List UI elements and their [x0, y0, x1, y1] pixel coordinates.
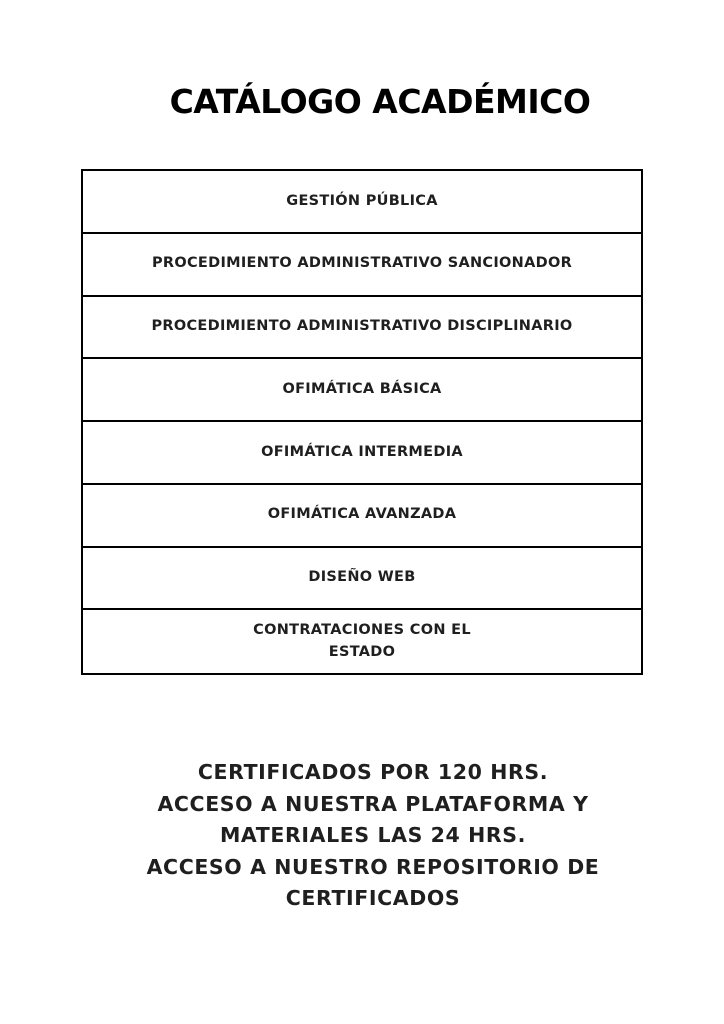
benefit-line: CERTIFICADOS	[285, 886, 461, 910]
course-row-ofimatica-basica	[83, 359, 641, 422]
benefit-line: ACCESO A NUESTRA PLATAFORMA Y	[157, 791, 589, 816]
course-row-ofimatica-avanzada	[83, 485, 641, 548]
course-row-gestion-publica	[83, 171, 641, 234]
course-label: OFIMÁTICA AVANZADA	[267, 506, 457, 523]
course-row-procedimiento-sancionador	[83, 234, 641, 297]
benefit-line: CERTIFICADOS POR 120 HRS.	[197, 760, 549, 784]
course-label: OFIMÁTICA BÁSICA	[282, 380, 442, 397]
course-catalog-table	[81, 169, 643, 675]
course-label: DISEÑO WEB	[308, 569, 416, 585]
course-row-ofimatica-intermedia	[83, 422, 641, 485]
course-label: CONTRATACIONES CON EL ESTADO	[253, 621, 471, 660]
course-row-procedimiento-disciplinario	[83, 297, 641, 360]
page-title: CATÁLOGO ACADÉMICO	[169, 82, 591, 121]
course-label: PROCEDIMIENTO ADMINISTRATIVO SANCIONADOR	[151, 255, 573, 272]
course-label: PROCEDIMIENTO ADMINISTRATIVO DISCIPLINARIO	[151, 318, 573, 334]
course-row-contrataciones	[83, 610, 641, 673]
course-label: GESTIÓN PÚBLICA	[286, 192, 438, 209]
benefit-line: MATERIALES LAS 24 HRS.	[219, 823, 527, 847]
course-label: OFIMÁTICA INTERMEDIA	[261, 443, 463, 460]
benefit-line: ACCESO A NUESTRO REPOSITORIO DE	[146, 854, 600, 879]
course-row-diseno-web	[83, 548, 641, 611]
benefits-text	[0, 757, 724, 915]
